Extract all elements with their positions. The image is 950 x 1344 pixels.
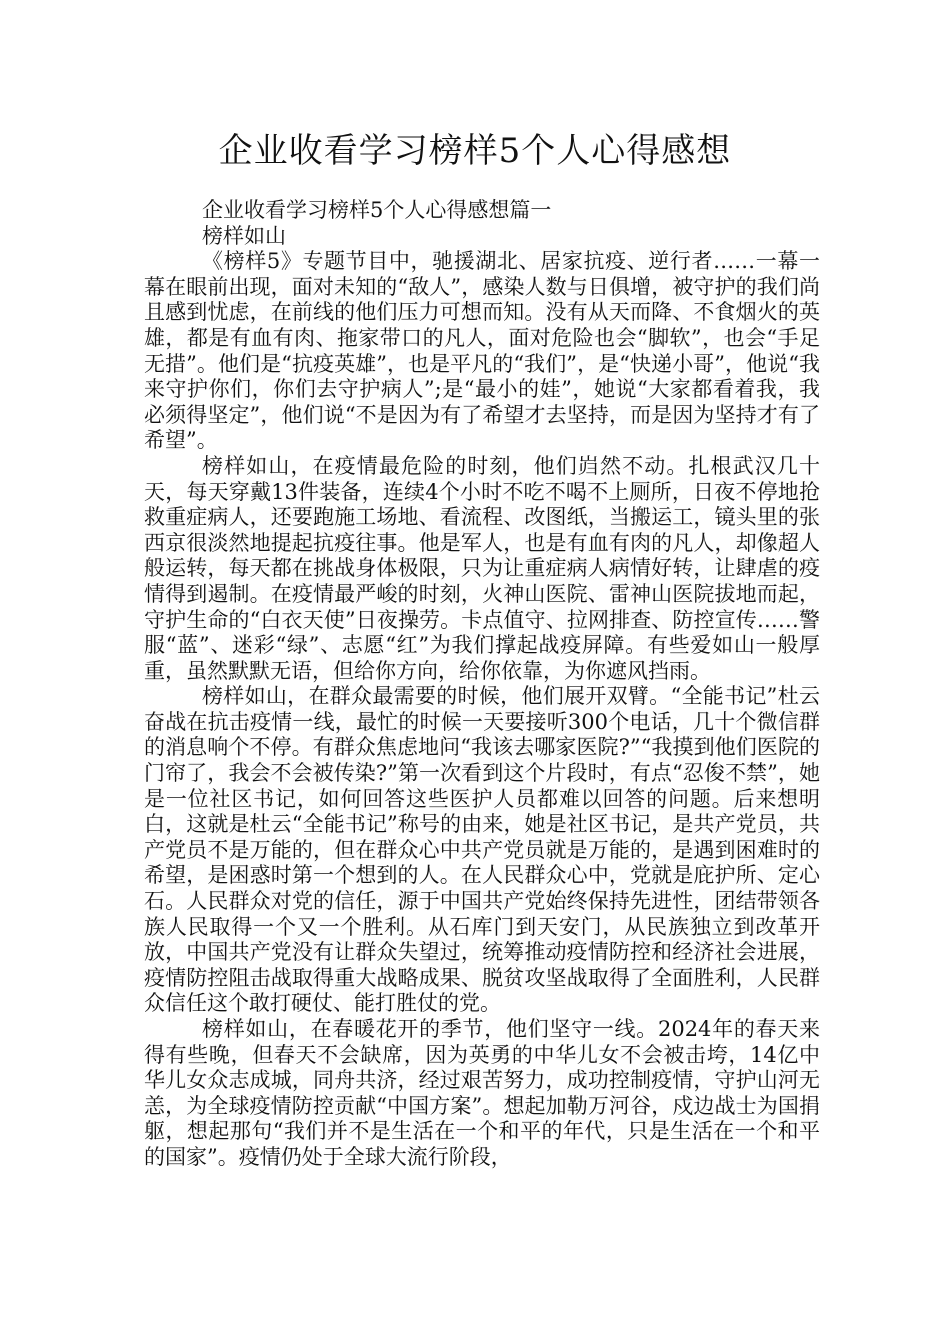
paragraph-4: 榜样如山，在春暖花开的季节，他们坚守一线。2024年的春天来得有些晚，但春天不会缺席，因为英勇的中华儿女不会被击垮，14亿中华儿女众志成城，同舟共济，经过艰苦努力，成功控制疫情，守护山河无恙，为全球疫情防控贡献“中国方案”。想起加勒万河谷，戍边战士为国捐躯，想起那句“我们并不是生活在一个和平的年代，只是生活在一个和平的国家”。疫情仍处于全球大流行阶段，: [144, 1017, 820, 1169]
paragraph-3: 榜样如山，在群众最需要的时候，他们展开双臂。“全能书记”杜云奋战在抗击疫情一线，最忙的时候一天要接听300个电话，几十个微信群的消息响个不停。有群众焦虑地问“我该去哪家医院?”“我摸到他们医院的门帘了，我会不会被传染?”第一次看到这个片段时，有点“忍俊不禁”，她是一位社区书记，如何回答这些医护人员都难以回答的问题。后来想明白，这就是杜云“全能书记”称号的由来，她是社区书记，是共产党员，共产党员不是万能的，但在群众心中共产党员就是万能的，是遇到困难时的希望，是困惑时第一个想到的人。在人民群众心中，党就是庇护所、定心石。人民群众对党的信任，源于中国共产党始终保持先进性，团结带领各族人民取得一个又一个胜利。从石库门到天安门，从民族独立到改革开放，中国共产党没有让群众失望过，统筹推动疫情防控和经济社会进展，疫情防控阻击战取得重大战略成果、脱贫攻坚战取得了全面胜利，人民群众信任这个敢打硬仗、能打胜仗的党。: [144, 684, 820, 1016]
document-title: 企业收看学习榜样5个人心得感想: [218, 131, 732, 171]
paragraph-2: 榜样如山，在疫情最危险的时刻，他们岿然不动。扎根武汉几十天，每天穿戴13件装备，连续4个小时不吃不喝不上厕所，日夜不停地抢救重症病人，还要跑施工场地、看流程、改图纸，当搬运工，镜头里的张西京很淡然地提起抗疫往事。他是军人，也是有血有肉的凡人，却像超人般运转，每天都在挑战身体极限，只为让重症病人病情好转，让肆虐的疫情得到遏制。在疫情最严峻的时刻，火神山医院、雷神山医院拔地而起，守护生命的“白衣天使”日夜操劳。卡点值守、拉网排查、防控宣传……警服“蓝”、迷彩“绿”、志愿“红”为我们撑起战疫屏障。有些爱如山一般厚重，虽然默默无语，但给你方向，给你依靠，为你遮风挡雨。: [144, 453, 820, 683]
sub-heading: 榜样如山: [202, 223, 286, 248]
section-heading: 企业收看学习榜样5个人心得感想篇一: [202, 198, 552, 222]
paragraph-1: 《榜样5》专题节目中，驰援湖北、居家抗疫、逆行者……一幕一幕在眼前出现，面对未知的“敌人”，感染人数与日俱增，被守护的我们尚且感到忧虑，在前线的他们压力可想而知。没有从天而降、不食烟火的英雄，都是有血有肉、拖家带口的凡人，面对危险也会“脚软”，也会“手足无措”。他们是“抗疫英雄”，也是平凡的“我们”，是“快递小哥”，他说“我来守护你们，你们去守护病人”;是“最小的娃”，她说“大家都看着我，我必须得坚定”，他们说“不是因为有了希望才去坚持，而是因为坚持才有了希望”。: [144, 249, 820, 453]
document-body: [144, 198, 820, 1171]
